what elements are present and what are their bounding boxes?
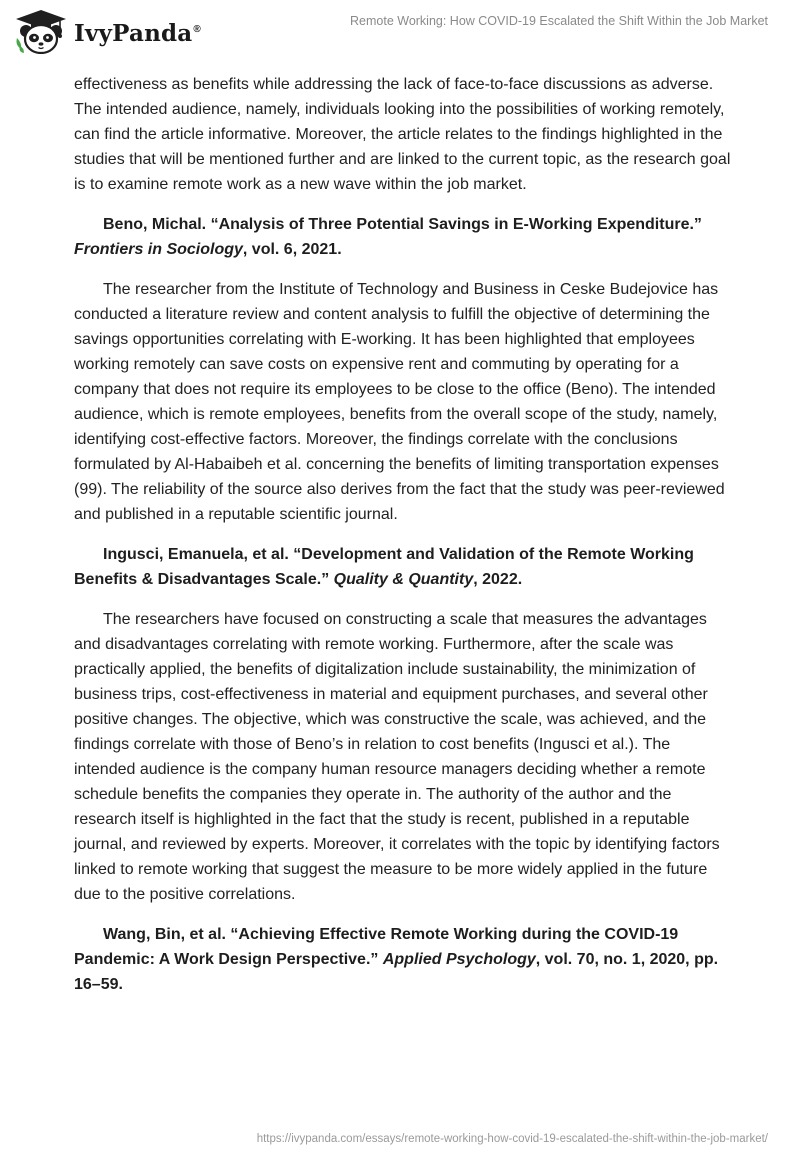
journal-title: Frontiers in Sociology <box>74 241 243 258</box>
journal-title: Applied Psychology <box>382 951 536 968</box>
ivypanda-logo[interactable] <box>14 8 201 54</box>
brand-name: IvyPanda® <box>74 19 201 47</box>
citation-text: Ingusci, Emanuela, et al. “Development and Validation of the Remote Working Benefits & Disadvantages Scale.” <box>74 546 694 588</box>
citation-ingusci <box>74 542 734 592</box>
citation-details: , vol. 6, 2021. <box>242 241 342 258</box>
citation-beno <box>74 212 734 262</box>
page-header <box>0 0 800 70</box>
citation-details: , 2022. <box>473 571 523 588</box>
citation-wang <box>74 922 734 997</box>
panda-graduate-icon <box>14 8 68 54</box>
document-title: Remote Working: How COVID-19 Escalated the Shift Within the Job Market <box>350 14 768 28</box>
body-paragraph: The researcher from the Institute of Technology and Business in Ceske Budejovice has conducted a literature review and content analysis to fulfill the objective of determining the savings opportunities correlating with E-working. It has been highlighted that employees working remotely can save costs on expensive rent and commuting by operating for a company that does not require its employees to be close to the office (Beno). The intended audience, which is remote employees, benefits from the overall scope of the study, namely, identifying cost-effective factors. Moreover, the findings correlate with the conclusions formulated by Al-Habaibeh et al. concerning the benefits of limiting transportation expenses (99). The reliability of the source also derives from the fact that the study was peer-reviewed and published in a reputable scientific journal. <box>74 281 725 523</box>
body-paragraph: The researchers have focused on constructing a scale that measures the advantages and disadvantages correlating with remote working. Furthermore, after the scale was practically applied, the benefits of digitalization include sustainability, the minimization of business trips, cost-effectiveness in material and equipment purchases, and several other positive changes. The objective, which was constructive the scale, was achieved, and the findings correlate with those of Beno’s in relation to cost benefits (Ingusci et al.). The intended audience is the company human resource managers deciding whether a remote schedule benefits the companies they operate in. The authority of the author and the research itself is highlighted in the fact that the study is recent, published in a reputable journal, and reviewed by experts. Moreover, it correlates with the topic by identifying factors linked to remote working that suggest the measure to be more widely applied in the future due to the positive correlations. <box>74 611 720 903</box>
journal-title: Quality & Quantity <box>333 571 474 588</box>
body-paragraph: effectiveness as benefits while addressing the lack of face-to-face discussions as adverse. The intended audience, namely, individuals looking into the possibilities of working remotely, can find the article informative. Moreover, the article relates to the findings highlighted in the studies that will be mentioned further and are linked to the current topic, as the research goal is to examine remote work as a new wave within the job market. <box>74 76 731 193</box>
citation-text: Wang, Bin, et al. “Achieving Effective Remote Working during the COVID-19 Pandemic: A Work Design Perspective.” <box>74 926 679 968</box>
registered-mark: ® <box>193 23 201 35</box>
essay-content <box>74 72 734 1012</box>
citation-text: Beno, Michal. “Analysis of Three Potential Savings in E-Working Expenditure.” <box>103 216 702 233</box>
source-url[interactable]: https://ivypanda.com/essays/remote-working-how-covid-19-escalated-the-shift-within-the-job-market/ <box>256 1133 768 1145</box>
citation-details: , vol. 70, no. 1, 2020, pp. 16–59. <box>74 951 719 993</box>
